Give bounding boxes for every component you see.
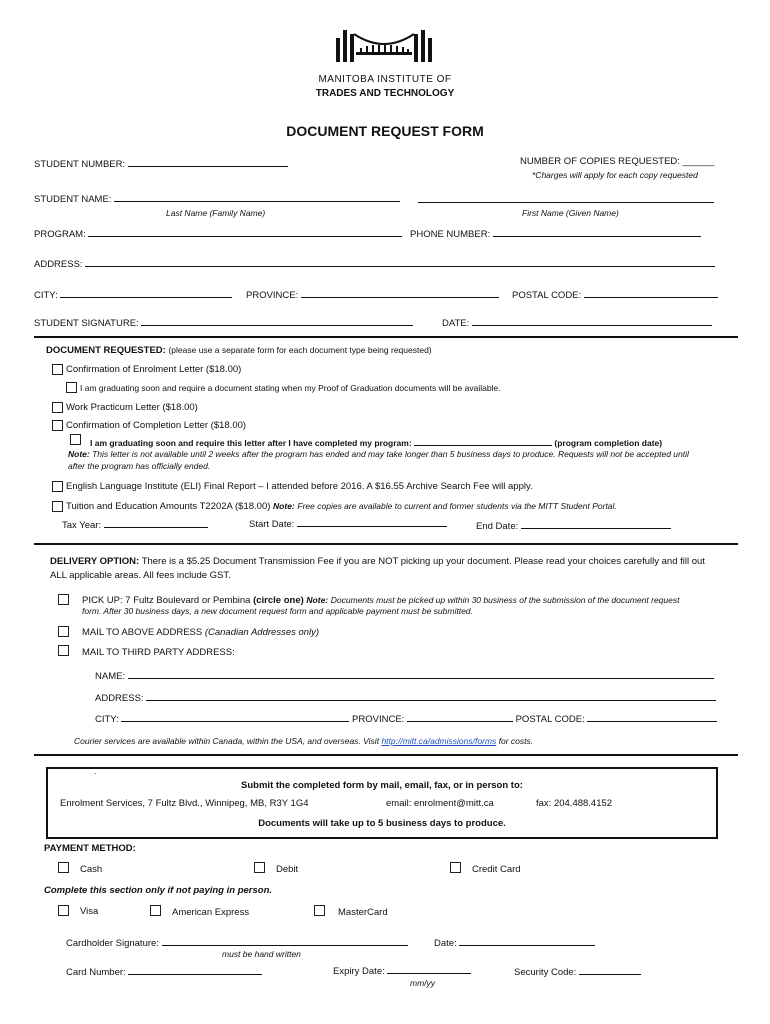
postal-field[interactable] <box>584 287 718 298</box>
eli-label: English Language Institute (ELI) Final Report – I attended before 2016. A $16.55 Archive Search Fee will apply. <box>66 481 533 492</box>
date-field[interactable] <box>472 315 712 326</box>
card-number-field[interactable] <box>128 964 262 975</box>
tuition-label: Tuition and Education Amounts T2202A ($18.00) <box>66 501 271 512</box>
signature-label: STUDENT SIGNATURE: <box>34 318 139 329</box>
postal-label: POSTAL CODE: <box>512 290 582 301</box>
submit-time-note: Documents will take up to 5 business days to produce. <box>258 818 506 829</box>
forms-link[interactable]: http://mitt.ca/admissions/forms <box>381 736 497 746</box>
delivery-text1: There is a $5.25 Document Transmission Fee if you are NOT picking up your document. Please read your choices carefully and fill out <box>141 556 705 567</box>
tuition-note-label: Note: <box>273 501 295 511</box>
last-name-caption: Last Name (Family Name) <box>166 208 266 218</box>
student-name-label: STUDENT NAME: <box>34 194 112 205</box>
pickup-note2: form. After 30 business days, a new document request form and applicable payment must be submitted. <box>82 606 473 616</box>
student-number-field[interactable] <box>128 156 288 167</box>
page-title: DOCUMENT REQUEST FORM <box>286 123 484 139</box>
tuition-checkbox[interactable] <box>52 501 63 512</box>
card-number-label: Card Number: <box>66 967 126 978</box>
practicum-label: Work Practicum Letter ($18.00) <box>66 402 198 413</box>
cardholder-field[interactable] <box>162 935 408 946</box>
expiry-field[interactable] <box>387 963 471 974</box>
last-name-field[interactable] <box>114 191 400 202</box>
credit-label: Credit Card <box>472 864 521 875</box>
delivery-heading: DELIVERY OPTION: <box>50 556 140 567</box>
payment-date-field[interactable] <box>459 935 595 946</box>
letter-note-text: This letter is not available until 2 weeks after the program has ended and may take longer than 5 business days to produce. Requests will not be accepted until <box>92 449 689 459</box>
address-field[interactable] <box>85 256 715 267</box>
completion-checkbox[interactable] <box>52 420 63 431</box>
payment-heading: PAYMENT METHOD: <box>44 843 136 854</box>
signature-field[interactable] <box>141 315 413 326</box>
third-address-label: ADDRESS: <box>95 693 144 704</box>
third-province-field[interactable] <box>407 711 513 722</box>
submit-heading: Submit the completed form by mail, email, fax, or in person to: <box>241 780 523 791</box>
end-date-field[interactable] <box>521 518 671 529</box>
section-divider <box>34 543 738 545</box>
pickup-note-label: Note: <box>306 595 329 605</box>
submit-address: Enrolment Services, 7 Fultz Blvd., Winnipeg, MB, R3Y 1G4 <box>60 798 309 809</box>
third-province-label: PROVINCE: <box>352 714 405 725</box>
logo-line1: MANITOBA INSTITUTE OF <box>318 74 452 85</box>
expiry-label: Expiry Date: <box>333 966 385 977</box>
cardholder-label: Cardholder Signature: <box>66 938 159 949</box>
tax-year-field[interactable] <box>104 517 208 528</box>
handwritten-note: must be hand written <box>222 949 301 959</box>
copies-label[interactable]: NUMBER OF COPIES REQUESTED: ______ <box>520 156 715 167</box>
documents-heading: DOCUMENT REQUESTED: <box>46 345 166 356</box>
courier-text: Courier services are available within Canada, within the USA, and overseas. Visit <box>74 736 380 746</box>
city-label: CITY: <box>34 290 58 301</box>
third-postal-field[interactable] <box>587 711 717 722</box>
visa-label: Visa <box>80 906 99 917</box>
province-label: PROVINCE: <box>246 290 299 301</box>
graduating-letter-checkbox[interactable] <box>70 434 81 445</box>
third-name-field[interactable] <box>128 668 714 679</box>
address-label: ADDRESS: <box>34 259 83 270</box>
debit-label: Debit <box>276 864 299 875</box>
third-city-label: CITY: <box>95 714 119 725</box>
mail-third-checkbox[interactable] <box>58 645 69 656</box>
mail-third-label: MAIL TO THIRD PARTY ADDRESS: <box>82 647 235 658</box>
section-divider <box>34 336 738 338</box>
mail-above-note: (Canadian Addresses only) <box>204 627 320 638</box>
security-label: Security Code: <box>514 967 577 978</box>
submit-fax: fax: 204.488.4152 <box>536 798 613 809</box>
delivery-text2: ALL applicable areas. All fees include GST. <box>50 570 231 581</box>
credit-checkbox[interactable] <box>450 862 461 873</box>
tax-year-label: Tax Year: <box>62 520 102 531</box>
copies-note: *Charges will apply for each copy requested <box>532 170 698 180</box>
pickup-checkbox[interactable] <box>58 594 69 605</box>
graduating-letter-label: I am graduating soon and require this letter after I have completed my program: <box>90 438 412 448</box>
enrolment-label: Confirmation of Enrolment Letter ($18.00) <box>66 364 242 375</box>
program-completion-caption: (program completion date) <box>554 438 663 448</box>
courier-end: for costs. <box>498 736 534 746</box>
visa-checkbox[interactable] <box>58 905 69 916</box>
third-name-label: NAME: <box>95 671 126 682</box>
pickup-note1: Documents must be picked up within 30 business of the submission of the document request <box>330 595 680 605</box>
student-number-label: STUDENT NUMBER: <box>34 159 126 170</box>
program-field[interactable] <box>88 226 402 237</box>
third-postal-label: POSTAL CODE: <box>515 714 585 725</box>
eli-checkbox[interactable] <box>52 481 63 492</box>
province-field[interactable] <box>301 287 499 298</box>
date-label: DATE: <box>442 318 470 329</box>
circle-one: (circle one) <box>253 595 304 606</box>
logo-line2: TRADES AND TECHNOLOGY <box>315 88 455 99</box>
completion-date-field[interactable] <box>414 435 552 446</box>
start-date-label: Start Date: <box>249 519 295 530</box>
submit-box-dot: . <box>94 766 97 776</box>
mastercard-label: MasterCard <box>338 907 388 918</box>
documents-heading-note: (please use a separate form for each document type being requested) <box>168 345 432 355</box>
mmyy-caption: mm/yy <box>410 978 436 988</box>
start-date-field[interactable] <box>297 516 447 527</box>
tuition-note: Free copies are available to current and former students via the MITT Student Portal. <box>297 501 617 511</box>
not-in-person-note: Complete this section only if not paying in person. <box>44 885 273 896</box>
third-city-field[interactable] <box>121 711 349 722</box>
mastercard-checkbox[interactable] <box>314 905 325 916</box>
program-label: PROGRAM: <box>34 229 86 240</box>
letter-note-text2: after the program has officially ended. <box>68 461 211 471</box>
city-field[interactable] <box>60 287 232 298</box>
first-name-caption: First Name (Given Name) <box>522 208 619 218</box>
security-field[interactable] <box>579 964 641 975</box>
graduating-proof-label: I am graduating soon and require a document stating when my Proof of Graduation documents will be available. <box>80 383 501 393</box>
third-address-field[interactable] <box>146 690 716 701</box>
graduating-proof-checkbox[interactable] <box>66 382 77 393</box>
mail-above-checkbox[interactable] <box>58 626 69 637</box>
mail-above-label: MAIL TO ABOVE ADDRESS <box>82 627 203 638</box>
enrolment-checkbox[interactable] <box>52 364 63 375</box>
pickup-label: PICK UP: 7 Fultz Boulevard or Pembina <box>82 595 251 606</box>
cash-checkbox[interactable] <box>58 862 69 873</box>
cash-label: Cash <box>80 864 103 875</box>
practicum-checkbox[interactable] <box>52 402 63 413</box>
debit-checkbox[interactable] <box>254 862 265 873</box>
end-date-label: End Date: <box>476 521 519 532</box>
amex-checkbox[interactable] <box>150 905 161 916</box>
amex-label: American Express <box>172 907 250 918</box>
completion-label: Confirmation of Completion Letter ($18.00) <box>66 420 247 431</box>
first-name-field[interactable] <box>418 192 714 203</box>
mitt-logo-icon <box>334 28 434 74</box>
section-divider <box>34 754 738 756</box>
phone-label: PHONE NUMBER: <box>410 229 491 240</box>
phone-field[interactable] <box>493 226 701 237</box>
letter-note-label: Note: <box>68 449 90 459</box>
submit-email: email: enrolment@mitt.ca <box>386 798 494 809</box>
payment-date-label: Date: <box>434 938 457 949</box>
